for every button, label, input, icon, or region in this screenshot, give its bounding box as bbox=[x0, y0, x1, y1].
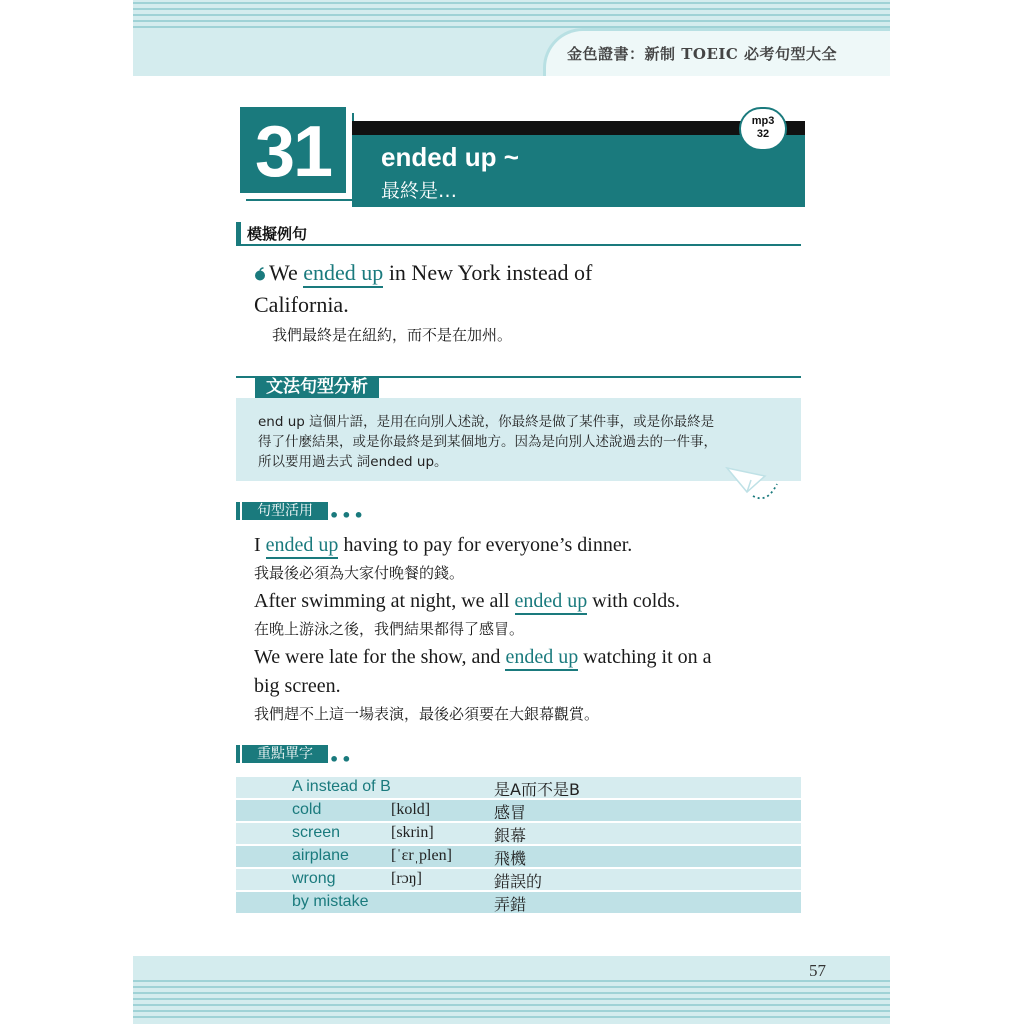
apple-bullet-icon bbox=[254, 267, 266, 281]
grammar-heading-text: 文法句型分析 bbox=[266, 377, 368, 397]
mp3-label: mp3 bbox=[751, 115, 775, 127]
book-title: 金色證書：新制 TOEIC 必考句型大全 bbox=[567, 45, 838, 63]
vocab-word: wrong bbox=[292, 870, 336, 887]
vocab-heading-text: 重點單字 bbox=[257, 746, 313, 762]
vocab-meaning: 弄錯 bbox=[494, 895, 527, 914]
model-example-heading bbox=[236, 222, 801, 246]
sentence-before: I bbox=[254, 534, 266, 556]
vocab-phonetic: [kold] bbox=[391, 801, 431, 818]
grammar-line: 所以要用過去式 詞ended up。 bbox=[258, 454, 448, 470]
model-example-translation: 我們最終是在紐約，而不是在加州。 bbox=[272, 326, 513, 344]
paper-plane-icon bbox=[725, 462, 781, 502]
book-page bbox=[133, 0, 890, 1024]
vocab-word: by mistake bbox=[292, 893, 369, 910]
footer-band bbox=[133, 956, 890, 1024]
vocab-phonetic: [skrin] bbox=[391, 824, 434, 841]
sentence-before: We bbox=[269, 260, 304, 285]
pattern-translation: 我們趕不上這一場表演，最後必須要在大銀幕觀賞。 bbox=[254, 705, 600, 723]
vocab-phonetic: [rɔŋ] bbox=[391, 870, 422, 887]
patterns-heading-text: 句型活用 bbox=[257, 503, 313, 519]
vocab-row bbox=[236, 800, 801, 821]
vocab-meaning: 飛機 bbox=[494, 849, 527, 868]
title-bar-top bbox=[352, 121, 805, 135]
pattern-sentence bbox=[254, 534, 632, 557]
unit-number-box bbox=[240, 107, 346, 193]
vocab-table bbox=[236, 777, 801, 915]
unit-title-zh: 最終是… bbox=[381, 180, 458, 202]
pattern-sentence-line2: big screen. bbox=[254, 675, 341, 697]
vocab-meaning: 感冒 bbox=[494, 803, 527, 822]
pattern-sentence bbox=[254, 590, 680, 613]
vocab-meaning: 是A而不是B bbox=[494, 780, 580, 799]
heading-bar bbox=[236, 222, 241, 244]
highlight-phrase: ended up bbox=[303, 260, 383, 288]
sentence-after: in New York instead of bbox=[383, 260, 593, 285]
mp3-track: 32 bbox=[756, 128, 770, 140]
vocab-row bbox=[236, 869, 801, 890]
pattern-translation: 在晚上游泳之後，我們結果都得了感冒。 bbox=[254, 620, 525, 638]
highlight-phrase: ended up bbox=[515, 590, 588, 615]
vocab-phonetic: [ˈɛrˌplen] bbox=[391, 847, 452, 864]
vocab-row bbox=[236, 892, 801, 913]
sentence-after: with colds. bbox=[587, 590, 681, 612]
dots-decoration: •• bbox=[329, 750, 354, 769]
unit-number: 31 bbox=[254, 112, 332, 192]
model-example-sentence bbox=[269, 260, 592, 286]
vocab-word: A instead of B bbox=[292, 778, 391, 795]
model-example-heading-text: 模擬例句 bbox=[247, 225, 308, 243]
grammar-box bbox=[236, 398, 801, 481]
heading-strip bbox=[236, 502, 240, 520]
model-example-sentence-line2: California. bbox=[254, 292, 349, 317]
grammar-heading bbox=[255, 376, 379, 398]
sentence-after: watching it on a bbox=[578, 646, 712, 668]
header-band bbox=[133, 0, 890, 76]
vocab-meaning: 銀幕 bbox=[494, 826, 527, 845]
footer-stripes bbox=[133, 980, 890, 1020]
vocab-word: airplane bbox=[292, 847, 349, 864]
vocab-row bbox=[236, 823, 801, 844]
page-number: 57 bbox=[809, 961, 826, 980]
vocab-row bbox=[236, 846, 801, 867]
sentence-before: We were late for the show, and bbox=[254, 646, 506, 668]
vocab-row bbox=[236, 777, 801, 798]
vocab-word: cold bbox=[292, 801, 322, 818]
vocab-word: screen bbox=[292, 824, 341, 841]
highlight-phrase: ended up bbox=[505, 646, 578, 671]
mp3-badge[interactable] bbox=[739, 107, 787, 151]
sentence-after: having to pay for everyone’s dinner. bbox=[338, 534, 633, 556]
pattern-sentence bbox=[254, 646, 712, 669]
unit-title-en: ended up ~ bbox=[381, 142, 519, 172]
grammar-line: 得了什麼結果，或是你最終是到某個地方。因為是向別人述說過去的一件事， bbox=[258, 434, 717, 450]
grammar-line: end up 這個片語，是用在向別人述說，你最終是做了某件事，或是你最終是 bbox=[258, 414, 715, 430]
vocab-heading bbox=[242, 745, 328, 763]
highlight-phrase: ended up bbox=[266, 534, 339, 559]
patterns-heading bbox=[242, 502, 328, 520]
dots-decoration: ••• bbox=[329, 506, 366, 525]
sentence-before: After swimming at night, we all bbox=[254, 590, 515, 612]
heading-strip bbox=[236, 745, 240, 763]
pattern-translation: 我最後必須為大家付晚餐的錢。 bbox=[254, 564, 465, 582]
vocab-meaning: 錯誤的 bbox=[494, 872, 543, 891]
